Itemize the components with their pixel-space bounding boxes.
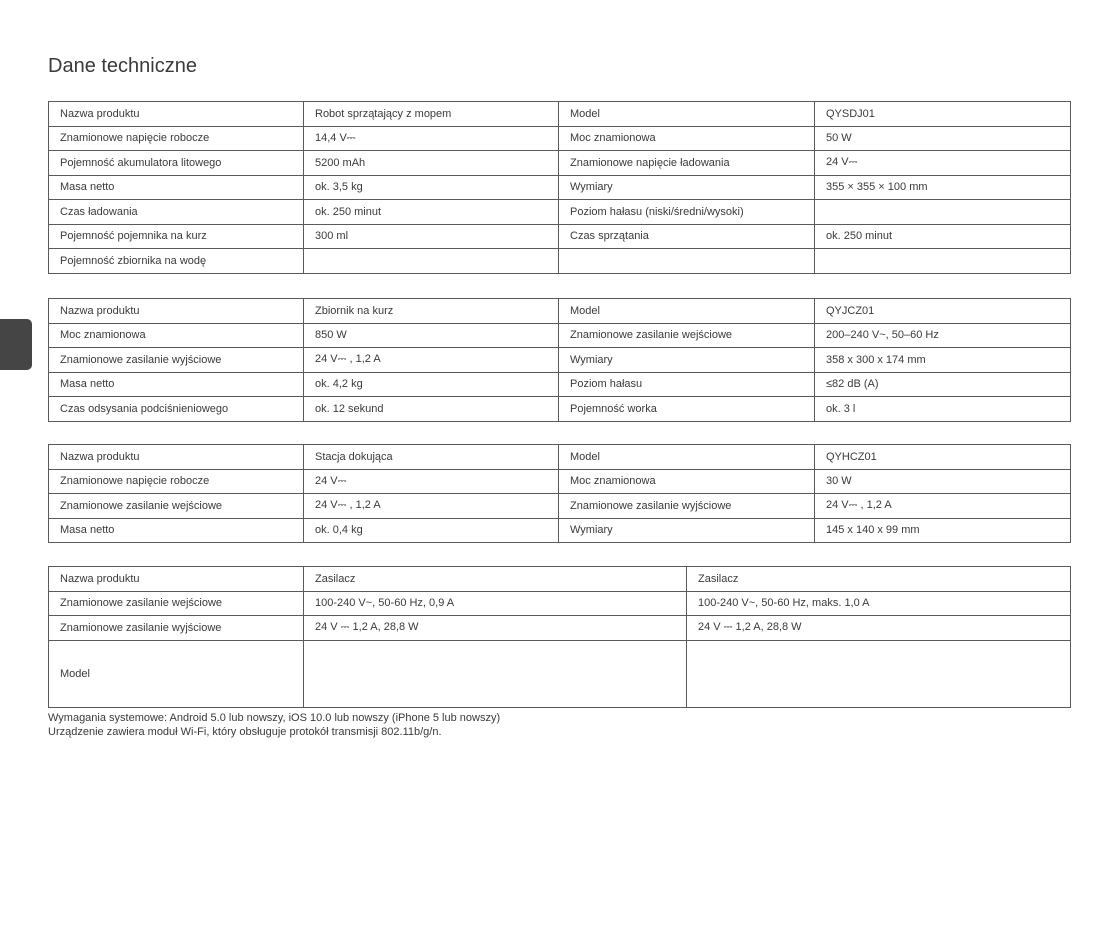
spec-label: Moc znamionowa	[49, 323, 304, 348]
table-row	[49, 469, 1071, 494]
spec-value: Zasilacz	[687, 567, 1071, 592]
table-row	[49, 640, 1071, 707]
spec-label: Poziom hałasu	[559, 372, 815, 397]
spec-label: Znamionowe napięcie robocze	[49, 126, 304, 151]
table-row	[49, 102, 1071, 127]
table-row	[49, 348, 1071, 373]
spec-label: Moc znamionowa	[559, 469, 815, 494]
spec-label: Znamionowe zasilanie wyjściowe	[49, 616, 304, 641]
spec-value: 5200 mAh	[304, 151, 559, 176]
spec-value: 145 x 140 x 99 mm	[815, 518, 1071, 543]
spec-value: 30 W	[815, 469, 1071, 494]
table-row	[49, 518, 1071, 543]
spec-value: ok. 0,4 kg	[304, 518, 559, 543]
spec-value	[815, 249, 1071, 274]
table-row	[49, 494, 1071, 519]
spec-value	[815, 200, 1071, 225]
spec-value: ok. 3,5 kg	[304, 175, 559, 200]
spec-value	[304, 249, 559, 274]
spec-value: Stacja dokująca	[304, 445, 559, 470]
spec-value: 850 W	[304, 323, 559, 348]
spec-label: Czas sprzątania	[559, 224, 815, 249]
spec-label: Nazwa produktu	[49, 445, 304, 470]
spec-label: Masa netto	[49, 175, 304, 200]
spec-label	[559, 249, 815, 274]
section-tab-marker	[0, 319, 32, 370]
spec-value: ok. 4,2 kg	[304, 372, 559, 397]
spec-value: 300 ml	[304, 224, 559, 249]
spec-label: Znamionowe zasilanie wejściowe	[49, 591, 304, 616]
spec-table-robot	[48, 101, 1071, 274]
spec-value: ok. 250 minut	[304, 200, 559, 225]
table-row	[49, 616, 1071, 641]
table-row	[49, 397, 1071, 422]
spec-label: Wymiary	[559, 348, 815, 373]
spec-label: Model	[559, 299, 815, 324]
spec-value: Zasilacz	[304, 567, 687, 592]
spec-label: Model	[49, 640, 304, 707]
spec-label: Nazwa produktu	[49, 299, 304, 324]
table-row	[49, 323, 1071, 348]
system-requirements-note: Wymagania systemowe: Android 5.0 lub nowszy, iOS 10.0 lub nowszy (iPhone 5 lub nowszy)	[48, 712, 501, 724]
spec-label: Wymiary	[559, 518, 815, 543]
table-row	[49, 249, 1071, 274]
spec-value	[304, 640, 687, 707]
spec-value: 24 V ⎓ 1,2 A, 28,8 W	[687, 616, 1071, 641]
spec-value: 24 V⎓ , 1,2 A	[304, 348, 559, 373]
spec-label: Nazwa produktu	[49, 567, 304, 592]
table-row	[49, 372, 1071, 397]
spec-value: ≤82 dB (A)	[815, 372, 1071, 397]
table-row	[49, 151, 1071, 176]
spec-value: QYHCZ01	[815, 445, 1071, 470]
table-row	[49, 445, 1071, 470]
spec-value: 100-240 V~, 50-60 Hz, maks. 1,0 A	[687, 591, 1071, 616]
spec-value: 24 V⎓	[815, 151, 1071, 176]
spec-value: 200–240 V~, 50–60 Hz	[815, 323, 1071, 348]
spec-value: 355 × 355 × 100 mm	[815, 175, 1071, 200]
spec-value: ok. 250 minut	[815, 224, 1071, 249]
page-title: Dane techniczne	[48, 55, 197, 77]
spec-value	[687, 640, 1071, 707]
spec-table-power-adapter	[48, 566, 1071, 708]
spec-label: Poziom hałasu (niski/średni/wysoki)	[559, 200, 815, 225]
spec-label: Pojemność pojemnika na kurz	[49, 224, 304, 249]
spec-label: Znamionowe zasilanie wejściowe	[49, 494, 304, 519]
spec-value: 358 x 300 x 174 mm	[815, 348, 1071, 373]
spec-label: Pojemność worka	[559, 397, 815, 422]
spec-value: 24 V⎓ , 1,2 A	[304, 494, 559, 519]
spec-table-docking-station	[48, 444, 1071, 543]
spec-value: ok. 12 sekund	[304, 397, 559, 422]
spec-label: Wymiary	[559, 175, 815, 200]
spec-value: 24 V⎓	[304, 469, 559, 494]
spec-label: Czas odsysania podciśnieniowego	[49, 397, 304, 422]
spec-value: Robot sprzątający z mopem	[304, 102, 559, 127]
spec-label: Znamionowe napięcie ładowania	[559, 151, 815, 176]
spec-value: 50 W	[815, 126, 1071, 151]
spec-label: Znamionowe napięcie robocze	[49, 469, 304, 494]
spec-value: 14,4 V⎓	[304, 126, 559, 151]
spec-label: Moc znamionowa	[559, 126, 815, 151]
spec-value: ok. 3 l	[815, 397, 1071, 422]
table-row	[49, 567, 1071, 592]
spec-value: QYSDJ01	[815, 102, 1071, 127]
spec-label: Pojemność akumulatora litowego	[49, 151, 304, 176]
wifi-module-note: Urządzenie zawiera moduł Wi-Fi, który obsługuje protokół transmisji 802.11b/g/n.	[48, 726, 442, 738]
spec-label: Znamionowe zasilanie wyjściowe	[49, 348, 304, 373]
table-row	[49, 126, 1071, 151]
spec-label: Masa netto	[49, 372, 304, 397]
spec-label: Nazwa produktu	[49, 102, 304, 127]
spec-label: Model	[559, 445, 815, 470]
spec-value: 100-240 V~, 50-60 Hz, 0,9 A	[304, 591, 687, 616]
spec-label: Pojemność zbiornika na wodę	[49, 249, 304, 274]
table-row	[49, 175, 1071, 200]
spec-value: 24 V⎓ , 1,2 A	[815, 494, 1071, 519]
spec-value: 24 V ⎓ 1,2 A, 28,8 W	[304, 616, 687, 641]
table-row	[49, 299, 1071, 324]
spec-value: Zbiornik na kurz	[304, 299, 559, 324]
footnotes	[48, 711, 500, 739]
spec-label: Znamionowe zasilanie wejściowe	[559, 323, 815, 348]
spec-label: Masa netto	[49, 518, 304, 543]
spec-table-dust-bin	[48, 298, 1071, 422]
table-row	[49, 591, 1071, 616]
table-row	[49, 224, 1071, 249]
table-row	[49, 200, 1071, 225]
spec-label: Czas ładowania	[49, 200, 304, 225]
spec-label: Znamionowe zasilanie wyjściowe	[559, 494, 815, 519]
spec-value: QYJCZ01	[815, 299, 1071, 324]
spec-label: Model	[559, 102, 815, 127]
